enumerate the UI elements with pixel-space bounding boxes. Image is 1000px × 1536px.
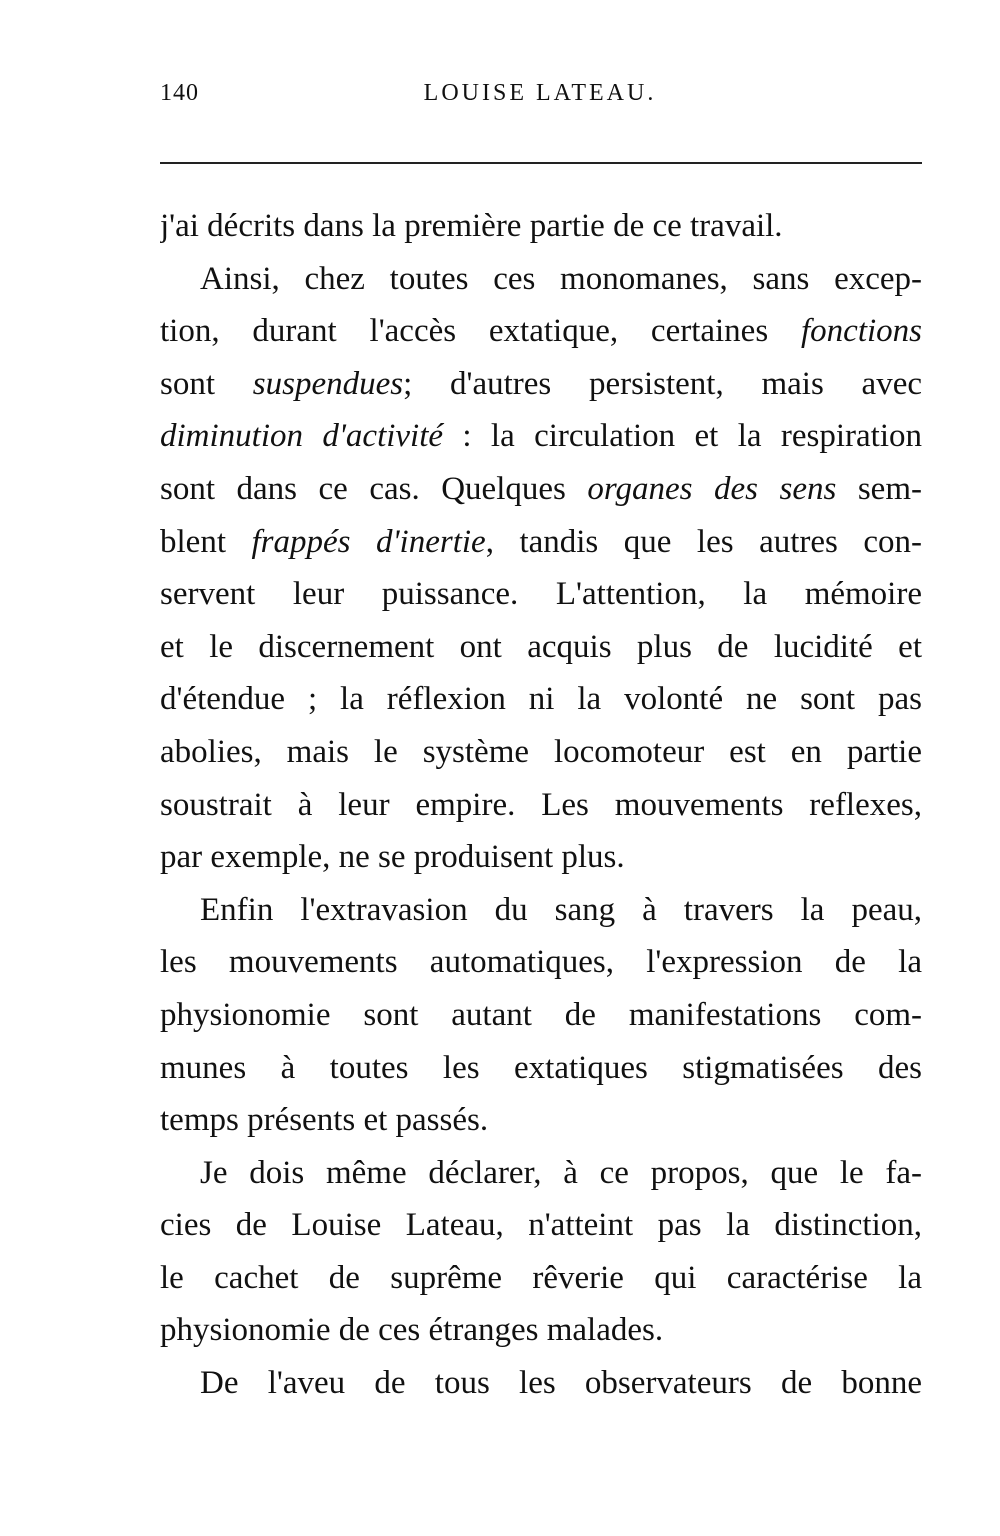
page-header — [160, 80, 920, 120]
text-run: munes à toutes les extatiques stigmatisées des — [160, 1049, 922, 1086]
text-run: , tandis que les autres con- — [485, 523, 922, 560]
text-line — [160, 1357, 922, 1410]
text-run: servent leur puissance. L'attention, la mémoire — [160, 576, 922, 613]
text-run: De l'aveu de tous les observateurs de bonne — [200, 1365, 922, 1402]
text-line — [160, 463, 922, 516]
text-run: tion, durant l'accès extatique, certaines — [160, 313, 801, 350]
text-line — [160, 621, 922, 674]
text-line — [160, 884, 922, 937]
italic-text: organes des sens — [587, 470, 837, 507]
text-run: blent — [160, 523, 252, 560]
text-run: cies de Louise Lateau, n'atteint pas la distinction, — [160, 1207, 922, 1244]
text-run: par exemple, ne se produisent plus. — [160, 839, 625, 876]
text-line — [160, 1304, 922, 1357]
text-run: les mouvements automatiques, l'expression de la — [160, 944, 922, 981]
text-run: physionomie de ces étranges malades. — [160, 1312, 664, 1349]
text-run: sont dans ce cas. Quelques — [160, 470, 588, 507]
text-run: soustrait à leur empire. Les mouvements reflexes, — [160, 786, 922, 823]
text-run: ; d'autres persistent, mais avec — [403, 365, 922, 402]
italic-text: diminution d'activité — [160, 418, 444, 455]
text-line — [160, 831, 922, 884]
text-line — [160, 516, 922, 569]
text-line — [160, 1199, 922, 1252]
text-line — [160, 358, 922, 411]
italic-text: suspendues — [252, 365, 404, 402]
text-run: physionomie sont autant de manifestations com- — [160, 996, 922, 1033]
text-line — [160, 726, 922, 779]
text-line — [160, 1042, 922, 1095]
body-text — [160, 200, 922, 1410]
page-number: 140 — [160, 80, 199, 106]
text-run: le cachet de suprême rêverie qui caractérise la — [160, 1259, 922, 1296]
italic-text: fonctions — [801, 313, 922, 350]
text-run: abolies, mais le système locomoteur est en partie — [160, 733, 922, 770]
text-line — [160, 779, 922, 832]
text-line — [160, 568, 922, 621]
text-line — [160, 1094, 922, 1147]
running-head: LOUISE LATEAU. — [423, 80, 657, 106]
text-run: j'ai décrits dans la première partie de ce travail. — [160, 208, 783, 244]
text-run: Ainsi, chez toutes ces monomanes, sans excep- — [200, 260, 922, 297]
text-line — [160, 305, 922, 358]
text-line — [160, 410, 922, 463]
text-run: Enfin l'extravasion du sang à travers la peau, — [200, 891, 922, 928]
text-line — [160, 1147, 922, 1200]
italic-text: frappés d'inertie — [251, 523, 486, 560]
text-run: Je dois même déclarer, à ce propos, que le fa- — [200, 1154, 922, 1191]
text-run: sont — [160, 365, 253, 402]
text-run: et le discernement ont acquis plus de lucidité et — [160, 628, 922, 665]
text-line — [160, 253, 922, 306]
text-run: temps présents et passés. — [160, 1102, 489, 1139]
text-run: : la circulation et la respiration — [443, 418, 922, 455]
text-line — [160, 200, 922, 253]
text-run: sem- — [836, 470, 922, 507]
text-line — [160, 936, 922, 989]
text-run: d'étendue ; la réflexion ni la volonté ne sont pas — [160, 681, 922, 718]
text-line — [160, 1252, 922, 1305]
text-line — [160, 673, 922, 726]
header-rule — [160, 162, 922, 164]
text-line — [160, 989, 922, 1042]
